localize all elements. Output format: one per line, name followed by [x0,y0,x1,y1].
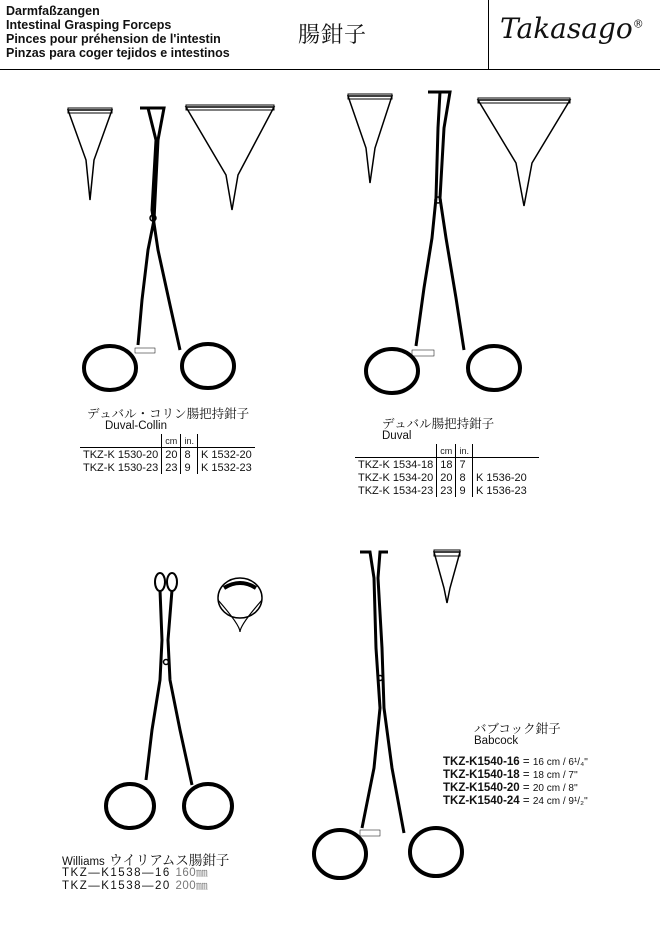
size: 24 cm / 9¹/₂'' [532,796,588,807]
length-cm: 20 [437,471,456,484]
cm-header: cm [437,444,456,458]
babcock-name: Babcock [474,735,519,747]
babcock-spec-list [443,756,588,808]
dash: — [142,880,155,892]
table-row [80,461,255,474]
duval-forceps-illustration [340,88,600,408]
list-item [62,867,208,880]
list-item [443,795,588,808]
list-item [443,769,588,782]
product-code: K1538 [101,880,142,892]
size: 18 cm / 7'' [532,770,578,781]
table-row [355,484,539,497]
table-row [355,458,539,472]
table-header-row [80,434,255,448]
equals-sign: = [522,756,530,768]
product-code: TKZ-K1540-20 [443,782,520,794]
product-code: TKZ-K 1534-20 [358,471,434,484]
length-in: 7 [456,458,473,472]
length-in: 9 [456,484,473,497]
header-bottom-rule [0,69,660,70]
length-cm: 23 [437,484,456,497]
length-cm: 23 [162,461,181,474]
list-item [443,756,588,769]
duval-jp-name: デュバル腸把持鉗子 [382,416,495,431]
size-code: 20 [155,880,171,892]
size: 20 cm / 8'' [532,783,578,794]
title-french: Pinces pour préhension de l'intestin [6,32,221,46]
logo-registered-mark: ® [632,17,644,31]
product-code: K1538 [101,867,142,879]
product-code: TKZ-K 1530-20 [83,448,159,461]
reference-code [472,458,539,472]
in-header: in. [456,444,473,458]
logo-text: Takasago [500,12,633,45]
code-header [355,444,437,458]
title-english: Intestinal Grasping Forceps [6,18,172,32]
list-item [62,880,208,893]
babcock-forceps-illustration [310,548,480,898]
duval-name: Duval [382,430,412,442]
length-mm: 160㎜ [175,867,209,879]
table-row [80,448,255,462]
header-divider [488,0,489,69]
length-in: 9 [181,461,198,474]
size-code: 16 [155,867,171,879]
page-header [0,0,660,69]
duval-spec-table [355,444,539,497]
title-japanese: 腸鉗子 [298,23,368,48]
product-code: TKZ-K 1530-23 [83,461,159,474]
in-header: in. [181,434,198,448]
equals-sign: = [522,782,530,794]
table-row [355,471,539,484]
williams-spec-list [62,867,208,893]
product-code: TKZ-K1540-18 [443,769,520,781]
dash: — [88,880,102,892]
length-cm: 18 [437,458,456,472]
length-mm: 200㎜ [175,880,209,892]
reference-code: K 1536-23 [472,484,539,497]
equals-sign: = [522,795,530,807]
babcock-jp-name: バブコック鉗子 [474,721,561,736]
dash: — [142,867,155,879]
length-in: 8 [456,471,473,484]
length-in: 8 [181,448,198,462]
reference-code: K 1532-20 [197,448,254,462]
duval-collin-jp-name: デュバル・コリン腸把持鉗子 [87,406,250,421]
cm-header: cm [162,434,181,448]
reference-code: K 1536-20 [472,471,539,484]
code-prefix: TKZ [62,867,89,879]
brand-logo [500,12,644,45]
code-header [80,434,162,448]
equals-sign: = [522,769,530,781]
duval-collin-name: Duval-Collin [105,420,167,432]
williams-name: Williams [62,856,105,868]
williams-jp-name: ウイリアムス腸鉗子 [109,853,230,869]
product-code: TKZ-K1540-16 [443,756,520,768]
duval-collin-forceps-illustration [60,100,300,400]
list-item [443,782,588,795]
williams-forceps-illustration [100,570,290,850]
code-prefix: TKZ [62,880,89,892]
table-header-row [355,444,539,458]
product-code: TKZ-K 1534-18 [358,458,434,471]
product-code: TKZ-K 1534-23 [358,484,434,497]
length-cm: 20 [162,448,181,462]
size: 16 cm / 6¹/₄'' [532,757,588,768]
duval-collin-spec-table [80,434,255,474]
title-german: Darmfaßzangen [6,4,100,18]
ref-header [472,444,539,458]
product-code: TKZ-K1540-24 [443,795,520,807]
reference-code: K 1532-23 [197,461,254,474]
title-spanish: Pinzas para coger tejidos e intestinos [6,46,230,60]
ref-header [197,434,254,448]
dash: — [88,867,102,879]
